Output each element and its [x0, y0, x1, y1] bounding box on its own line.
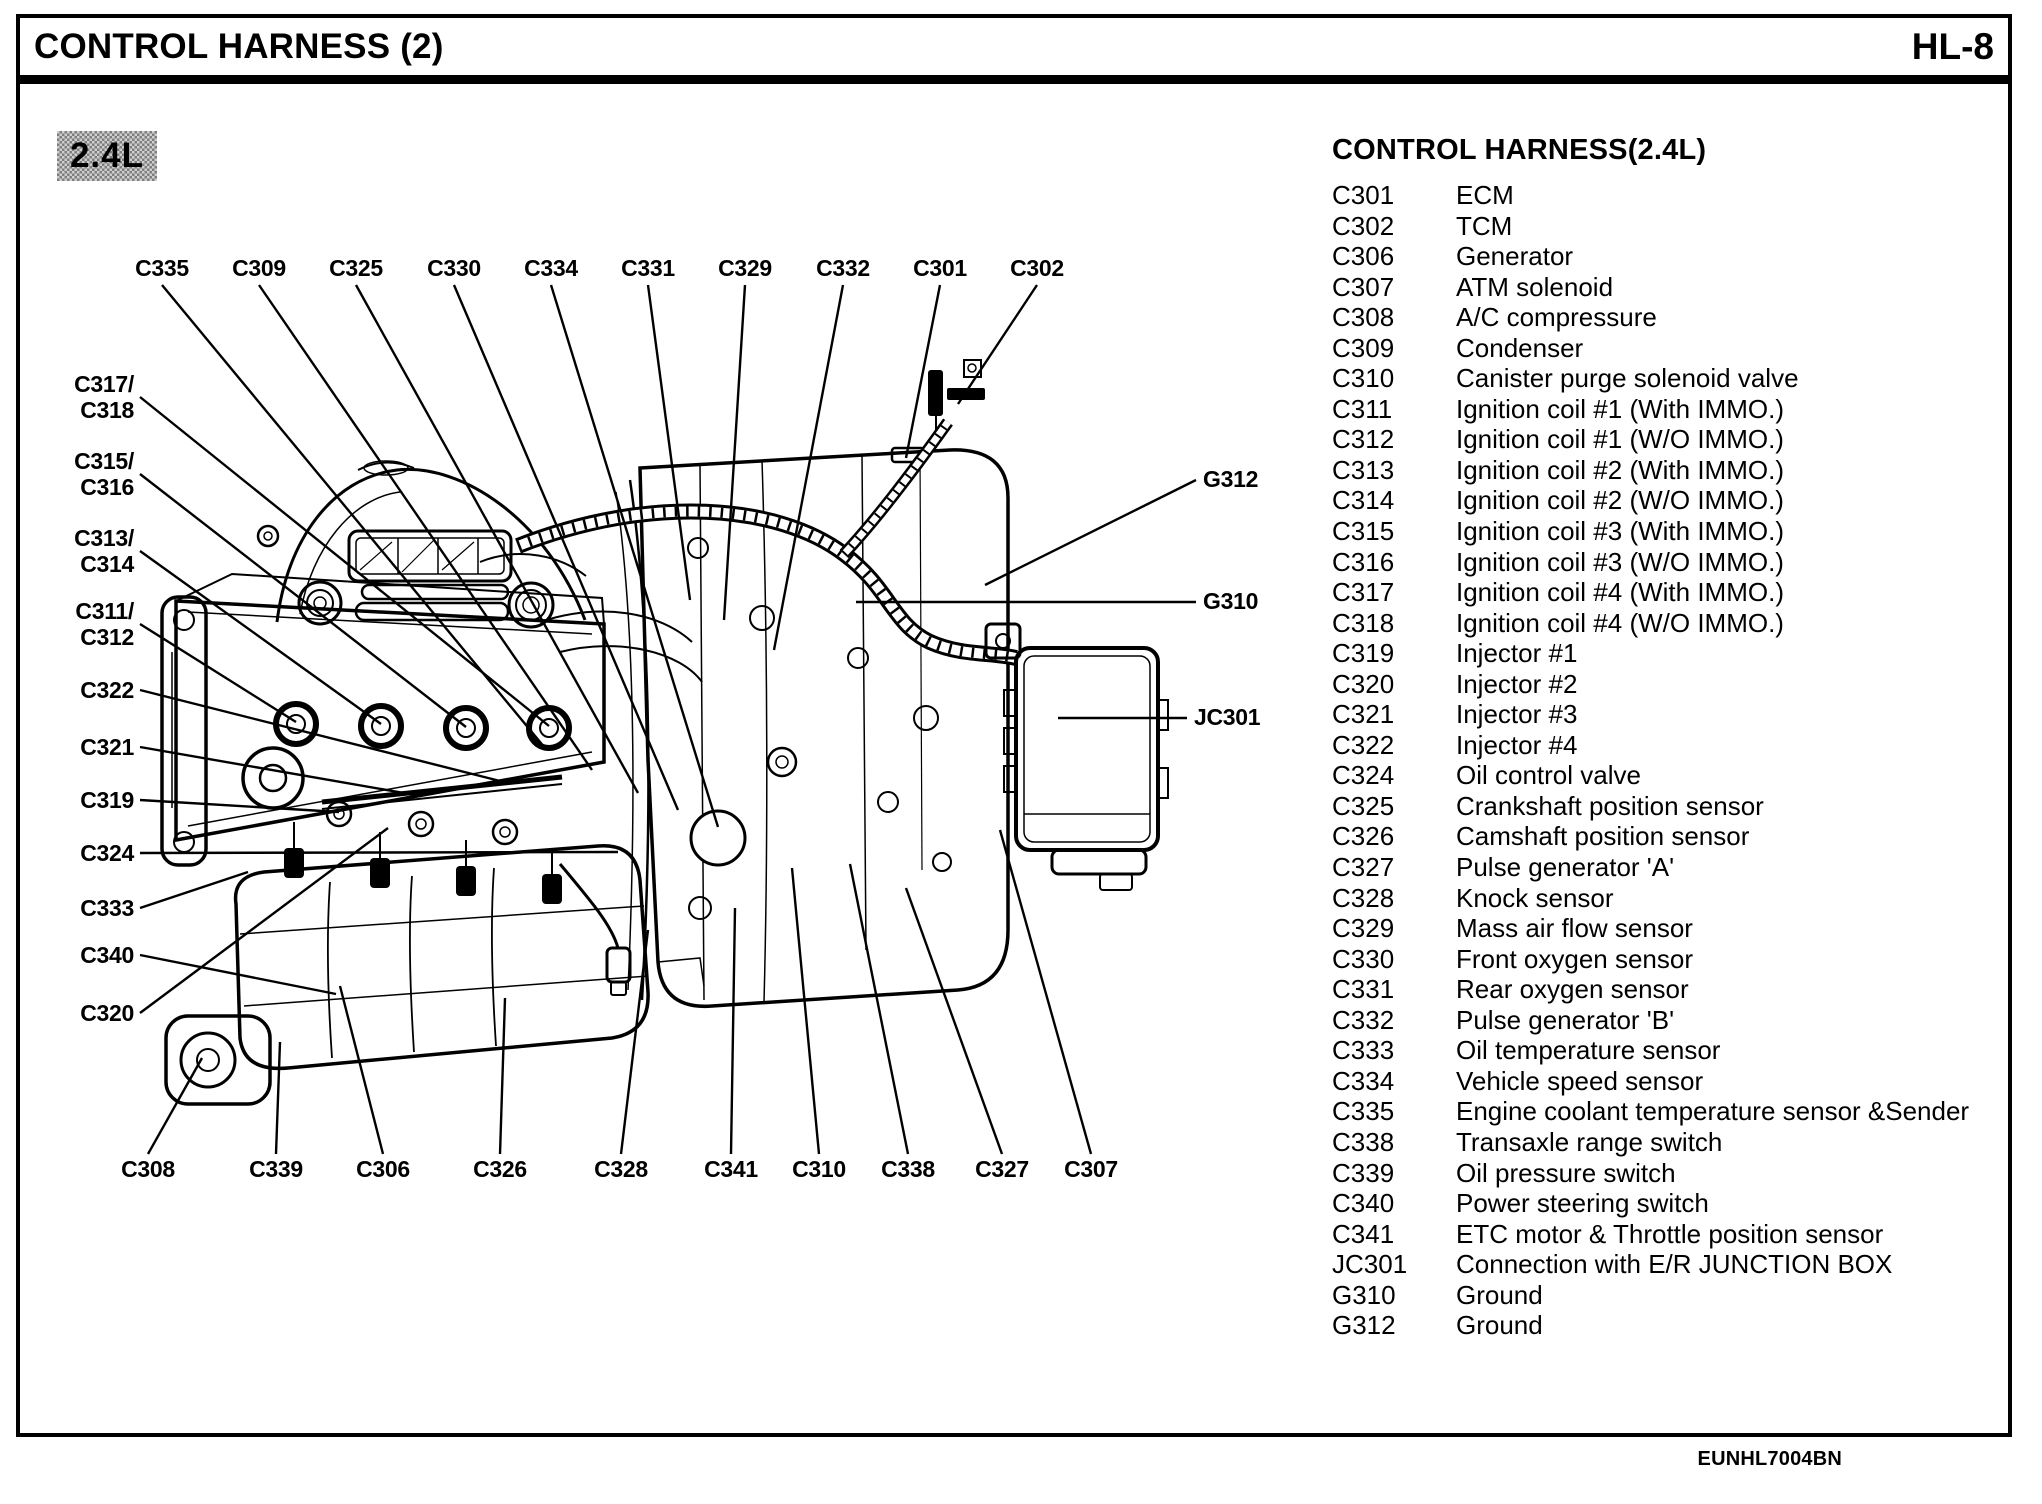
leader-line-C332	[774, 285, 843, 650]
engine-art	[162, 360, 1168, 1104]
callout-label-C338	[881, 1156, 935, 1182]
legend-description: Injector #4	[1456, 729, 1578, 760]
legend-code: C301	[1332, 180, 1395, 210]
legend-code: C318	[1332, 607, 1395, 638]
callout-label-C333	[80, 895, 134, 921]
legend-description: Injector #1	[1456, 638, 1578, 669]
legend-code: C333	[1332, 1035, 1395, 1066]
legend-code: C332	[1332, 1004, 1395, 1035]
callout-text: JC301	[1194, 704, 1261, 730]
legend-code: C325	[1332, 790, 1395, 821]
legend-rows	[1332, 180, 2032, 1341]
legend-code: C322	[1332, 729, 1395, 760]
legend-row-C308	[1332, 302, 2032, 333]
callout-label-C319	[80, 787, 134, 813]
callout-label-C317C318	[74, 371, 134, 423]
figure-code: EUNHL7004BN	[1697, 1448, 1842, 1470]
leader-line-C310	[792, 868, 819, 1154]
leader-line-C328	[621, 930, 648, 1154]
legend-description: Camshaft position sensor	[1456, 821, 1750, 852]
legend-description: Generator	[1456, 241, 1574, 272]
legend-row-C331	[1332, 974, 2032, 1005]
callout-label-C324	[80, 840, 134, 866]
legend-code: C327	[1332, 852, 1395, 883]
legend-row-C327	[1332, 852, 2032, 883]
legend-code: C320	[1332, 668, 1395, 699]
callout-label-C326	[473, 1156, 527, 1182]
legend-row-C314	[1332, 485, 2032, 516]
legend-code: C341	[1332, 1218, 1395, 1249]
legend-description: Engine coolant temperature sensor &Sender	[1456, 1096, 1970, 1127]
callout-text: C339	[249, 1156, 303, 1182]
legend-row-C338	[1332, 1127, 2032, 1158]
callout-text: G310	[1203, 588, 1259, 614]
leader-line-C333	[140, 872, 248, 908]
callout-text: C312	[80, 624, 134, 650]
legend-row-C339	[1332, 1158, 2032, 1189]
callout-label-C321	[80, 734, 134, 760]
callout-label-C322	[80, 677, 134, 703]
callout-text: C329	[718, 255, 772, 281]
header-bar	[16, 14, 2012, 84]
legend-row-G310	[1332, 1280, 2032, 1311]
leader-line-C324	[140, 852, 618, 853]
legend-row-C320	[1332, 669, 2032, 700]
legend-description: Ignition coil #2 (With IMMO.)	[1456, 454, 1784, 485]
legend-row-C316	[1332, 547, 2032, 578]
callout-text: C331	[621, 255, 675, 281]
callout-label-C301	[913, 255, 967, 281]
legend-description: Oil control valve	[1456, 760, 1641, 791]
legend-description: ATM solenoid	[1456, 271, 1614, 302]
callout-label-C306	[356, 1156, 410, 1182]
callout-text: C326	[473, 1156, 527, 1182]
callout-text: C313/	[74, 525, 134, 551]
legend-row-C302	[1332, 211, 2032, 242]
legend-code: C314	[1332, 485, 1395, 516]
callout-label-C309	[232, 255, 286, 281]
callout-label-C328	[594, 1156, 648, 1182]
callout-label-C339	[249, 1156, 303, 1182]
callout-label-C335	[135, 255, 189, 281]
legend-row-C335	[1332, 1096, 2032, 1127]
legend-code: G310	[1332, 1279, 1396, 1310]
legend-row-C309	[1332, 333, 2032, 364]
leader-line-C331	[648, 285, 690, 600]
legend-description: ECM	[1456, 180, 1514, 210]
legend-row-C312	[1332, 424, 2032, 455]
leader-line-C319	[140, 800, 339, 812]
legend-description: Ignition coil #3 (With IMMO.)	[1456, 516, 1784, 547]
legend-code: C340	[1332, 1188, 1395, 1219]
leader-line-C308	[148, 1058, 202, 1154]
callout-text: C327	[975, 1156, 1029, 1182]
legend-code: C335	[1332, 1096, 1395, 1127]
legend-description: Crankshaft position sensor	[1456, 790, 1764, 821]
leader-line-G312	[985, 480, 1196, 585]
leader-line-C320	[140, 828, 388, 1013]
legend-code: C330	[1332, 943, 1395, 974]
callout-text: C334	[524, 255, 578, 281]
legend-code: C329	[1332, 913, 1395, 944]
legend-row-C341	[1332, 1219, 2032, 1250]
legend-row-C310	[1332, 363, 2032, 394]
callout-label-C325	[329, 255, 383, 281]
legend-row-C307	[1332, 272, 2032, 303]
legend-row-C326	[1332, 821, 2032, 852]
legend-description: Pulse generator 'B'	[1456, 1004, 1675, 1035]
callout-text: C302	[1010, 255, 1064, 281]
callout-label-C308	[121, 1156, 175, 1182]
legend-description: Injector #2	[1456, 668, 1578, 699]
leader-lines	[140, 285, 1196, 1154]
legend-code: JC301	[1332, 1249, 1408, 1280]
callout-label-C329	[718, 255, 772, 281]
legend-description: Ignition coil #3 (W/O IMMO.)	[1456, 546, 1784, 577]
legend-code: C309	[1332, 332, 1395, 363]
legend-code: C311	[1332, 393, 1393, 424]
leader-line-C339	[276, 1042, 280, 1154]
legend-row-C318	[1332, 608, 2032, 639]
legend-row-C301	[1332, 180, 2032, 211]
callout-text: C338	[881, 1156, 935, 1182]
leader-line-C302	[958, 285, 1037, 404]
legend-description: TCM	[1456, 210, 1513, 241]
legend-description: Mass air flow sensor	[1456, 913, 1693, 944]
leader-line-C335	[162, 285, 545, 748]
legend-code: C324	[1332, 760, 1395, 791]
legend-row-C334	[1332, 1066, 2032, 1097]
legend-description: Knock sensor	[1456, 882, 1614, 913]
plenum-window	[349, 531, 511, 620]
callout-label-C327	[975, 1156, 1029, 1182]
leader-line-C306	[340, 986, 383, 1154]
legend-code: C307	[1332, 271, 1395, 302]
legend-description: A/C compressure	[1456, 302, 1657, 333]
callout-text: C317/	[74, 371, 134, 397]
legend-description: Ignition coil #1 (W/O IMMO.)	[1456, 424, 1784, 455]
legend-code: C317	[1332, 577, 1395, 608]
leader-line-C326	[500, 998, 505, 1154]
callout-label-C311C312	[75, 598, 134, 650]
legend-row-C324	[1332, 760, 2032, 791]
legend-row-C328	[1332, 883, 2032, 914]
legend-row-C319	[1332, 638, 2032, 669]
legend-row-C325	[1332, 791, 2032, 822]
callout-text: G312	[1203, 466, 1259, 492]
legend-code: C334	[1332, 1065, 1395, 1096]
legend-row-C311	[1332, 394, 2032, 425]
callout-text: C309	[232, 255, 286, 281]
callout-text: C318	[80, 397, 134, 423]
legend-code: C328	[1332, 882, 1395, 913]
callout-label-C334	[524, 255, 578, 281]
callout-text: C333	[80, 895, 134, 921]
callout-text: C315/	[74, 448, 134, 474]
legend-code: C331	[1332, 974, 1395, 1005]
legend-description: Connection with E/R JUNCTION BOX	[1456, 1249, 1893, 1280]
callout-label-C341	[704, 1156, 758, 1182]
legend-code: C338	[1332, 1126, 1395, 1157]
callout-text: C319	[80, 787, 134, 813]
legend-description: Oil pressure switch	[1456, 1157, 1676, 1188]
legend-code: C326	[1332, 821, 1395, 852]
ac-compressor	[166, 1016, 270, 1104]
ignition-coils	[276, 704, 569, 748]
callout-text: C332	[816, 255, 870, 281]
legend-row-C333	[1332, 1035, 2032, 1066]
callout-text: C316	[80, 474, 134, 500]
legend-description: Rear oxygen sensor	[1456, 974, 1689, 1005]
legend-row-C315	[1332, 516, 2032, 547]
legend-description: ETC motor & Throttle position sensor	[1456, 1218, 1884, 1249]
callout-text: C324	[80, 840, 134, 866]
legend-code: C312	[1332, 424, 1395, 455]
callout-text: C306	[356, 1156, 410, 1182]
page-title: CONTROL HARNESS (2)	[34, 26, 444, 66]
callout-text: C330	[427, 255, 481, 281]
legend-description: Ignition coil #4 (With IMMO.)	[1456, 577, 1784, 608]
legend-description: Ignition coil #1 (With IMMO.)	[1456, 393, 1784, 424]
callout-text: C314	[80, 551, 134, 577]
mount-bracket	[162, 597, 206, 865]
callout-text: C321	[80, 734, 134, 760]
callout-text: C307	[1064, 1156, 1118, 1182]
legend-row-G312	[1332, 1310, 2032, 1341]
legend-code: C313	[1332, 454, 1395, 485]
legend-code: C315	[1332, 516, 1395, 547]
callout-label-C331	[621, 255, 675, 281]
legend-description: Vehicle speed sensor	[1456, 1065, 1704, 1096]
callout-text: C308	[121, 1156, 175, 1182]
legend-code: C316	[1332, 546, 1395, 577]
leader-line-C307	[1000, 830, 1091, 1154]
callout-text: C341	[704, 1156, 758, 1182]
callout-label-C313C314	[74, 525, 134, 577]
legend-description: Injector #3	[1456, 699, 1578, 730]
callout-text: C301	[913, 255, 967, 281]
legend-code: C306	[1332, 241, 1395, 272]
legend-description: Front oxygen sensor	[1456, 943, 1694, 974]
legend-row-C306	[1332, 241, 2032, 272]
callout-label-C330	[427, 255, 481, 281]
leader-line-C341	[731, 908, 735, 1154]
callout-label-C315C316	[74, 448, 134, 500]
legend-description: Transaxle range switch	[1456, 1126, 1723, 1157]
callout-text: C340	[80, 942, 134, 968]
legend-row-C332	[1332, 1005, 2032, 1036]
legend-code: G312	[1332, 1310, 1396, 1341]
legend-description: Power steering switch	[1456, 1188, 1709, 1219]
callout-text: C310	[792, 1156, 846, 1182]
callout-label-C307	[1064, 1156, 1118, 1182]
legend-description: Condenser	[1456, 332, 1584, 363]
legend-row-C329	[1332, 913, 2032, 944]
legend-description: Ground	[1456, 1310, 1543, 1341]
callout-label-JC301	[1194, 704, 1260, 730]
callout-text: C335	[135, 255, 189, 281]
engine-size-badge: 2.4L	[57, 131, 157, 181]
callout-text: C325	[329, 255, 383, 281]
legend-row-C330	[1332, 944, 2032, 975]
legend-code: C319	[1332, 638, 1395, 669]
callout-label-C332	[816, 255, 870, 281]
callout-label-G310	[1203, 588, 1258, 614]
etc-connector	[560, 864, 630, 995]
callout-label-C340	[80, 942, 134, 968]
legend-row-C340	[1332, 1188, 2032, 1219]
leader-line-C317C318	[140, 397, 549, 726]
legend-description: Canister purge solenoid valve	[1456, 363, 1799, 394]
legend-row-C321	[1332, 699, 2032, 730]
legend-description: Ignition coil #2 (W/O IMMO.)	[1456, 485, 1784, 516]
legend-row-JC301	[1332, 1249, 2032, 1280]
leader-line-C327	[906, 888, 1002, 1154]
callout-text: C322	[80, 677, 134, 703]
legend-description: Oil temperature sensor	[1456, 1035, 1721, 1066]
legend-row-C313	[1332, 455, 2032, 486]
legend-description: Ignition coil #4 (W/O IMMO.)	[1456, 607, 1784, 638]
legend-row-C322	[1332, 730, 2032, 761]
legend-code: C310	[1332, 363, 1395, 394]
legend-description: Pulse generator 'A'	[1456, 852, 1675, 883]
legend-code: C302	[1332, 210, 1395, 241]
leader-line-C338	[850, 864, 908, 1154]
callout-label-G312	[1203, 466, 1258, 492]
legend-panel	[1332, 134, 2032, 1341]
callout-text: C328	[594, 1156, 648, 1182]
legend-title: CONTROL HARNESS(2.4L)	[1332, 134, 1707, 166]
legend-code: C339	[1332, 1157, 1395, 1188]
callout-label-C302	[1010, 255, 1064, 281]
harness-brackets	[892, 360, 985, 462]
intake-manifold	[236, 846, 649, 1069]
legend-code: C308	[1332, 302, 1395, 333]
legend-code: C321	[1332, 699, 1395, 730]
callout-label-C320	[80, 1000, 134, 1026]
callout-text: C320	[80, 1000, 134, 1026]
callout-label-C310	[792, 1156, 846, 1182]
leader-line-C329	[724, 285, 745, 620]
page-number: HL-8	[1911, 25, 1994, 67]
legend-row-C317	[1332, 577, 2032, 608]
legend-description: Ground	[1456, 1279, 1543, 1310]
callout-text: C311/	[75, 598, 134, 624]
